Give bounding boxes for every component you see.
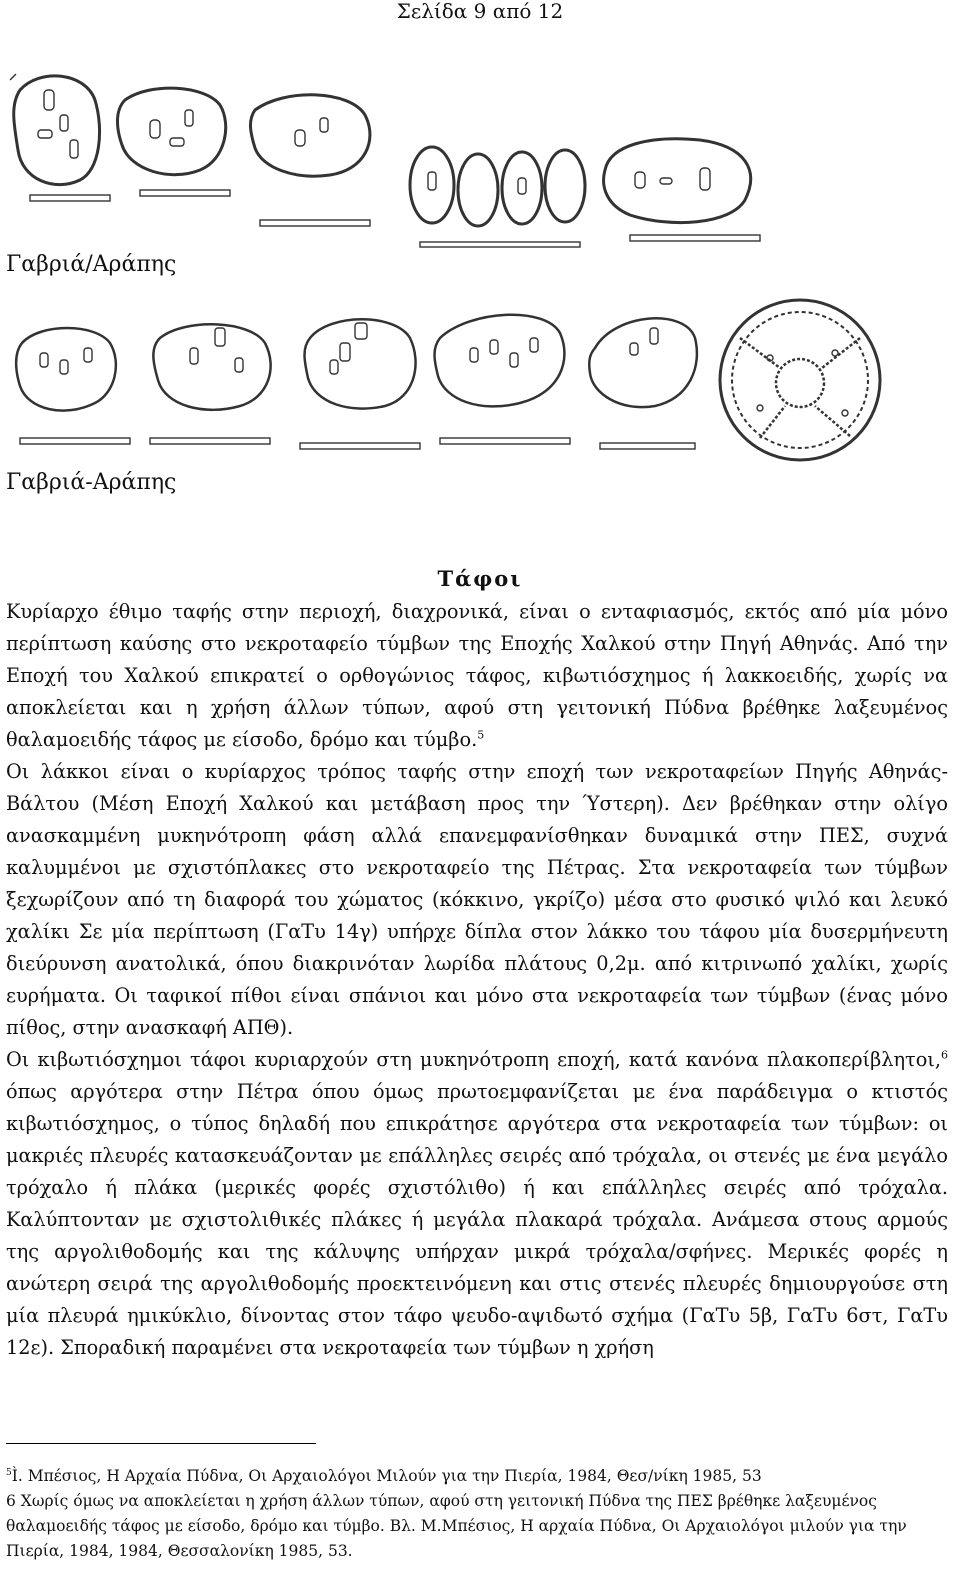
body-text	[6, 596, 948, 1364]
page-number-label: Σελίδα 9 από 12	[396, 0, 564, 23]
footnote-ref-6[interactable]: 6	[941, 1048, 948, 1062]
figure-caption-top: Γαβριά/Αράπης	[6, 252, 177, 277]
footnote-6: 6 Χωρίς όμως να αποκλείεται η χρήση άλλων τύπων, αφού στη γειτονική Πύδνα της ΠΕΣ βρέθηκε λαξευμένος θαλαμοειδής τάφος με είσοδο, δρόμο και τύμβο. Βλ. Μ.Μπέσιος, Η αρχαία Πύδνα, Οι Αρχαιολόγοι μιλούν για την Πιερία, 1984, 1984, Θεσσαλονίκη 1985, 53.	[6, 1492, 907, 1560]
footnote-5: $^5$Ì. Μπέσιος, Η Αρχαία Πύδνα, Οι Αρχαιολόγοι Μιλούν για την Πιερία, 1984, Θεσ/νίκη 1985, 53	[6, 1467, 762, 1485]
tomb-plan-5	[604, 139, 760, 241]
tomb-plan-11-stone-circle	[720, 300, 880, 460]
footnotes	[6, 1464, 951, 1564]
tomb-plan-7	[150, 324, 271, 444]
tomb-plan-4	[410, 147, 585, 247]
tomb-plans-top-figure	[0, 60, 960, 250]
paragraph-1: Κυρίαρχο έθιμο ταφής στην περιοχή, διαχρονικά, είναι ο ενταφιασμός, εκτός από μία μόνο περίπτωση καύσης στο νεκροταφείο τύμβων της Εποχής Χαλκού στην Πηγή Αθηνάς. Από την Εποχή του Χαλκού επικρατεί ο ορθογώνιος τάφος, κιβωτιόσχημος ή λακκοειδής, χωρίς να αποκλείεται και η χρήση άλλων τύπων, αφού στη γειτονική Πύδνα βρέθηκε λαξευμένος θαλαμοειδής τάφος με είσοδο, δρόμο και τύμβο.$^5$	[6, 600, 948, 751]
section-title: Τάφοι	[437, 566, 523, 591]
tomb-plan-10	[589, 318, 697, 449]
tomb-plan-2	[117, 88, 230, 196]
footnote-ref-5[interactable]: 5	[477, 728, 485, 742]
footnote-divider	[6, 1443, 316, 1444]
tomb-plan-9	[435, 315, 571, 444]
tomb-plan-3	[250, 95, 370, 226]
tomb-plan-1	[10, 74, 110, 201]
paragraph-2: Οι λάκκοι είναι ο κυρίαρχος τρόπος ταφής στην εποχή των νεκροταφείων Πηγής Αθηνάς-Βάλτου (Μέση Εποχή Χαλκού και μετάβαση προς την Ύστερη). Δεν βρέθηκαν στην ολίγο ανασκαμμένη μυκηνότροπη φάση αλλά επανεμφανίσθηκαν δυναμικά στην ΠΕΣ, συχνά καλυμμένοι με σχιστόπλακες στο νεκροταφείο της Πέτρας. Στα νεκροταφεία των τύμβων ξεχωρίζουν από τη διαφορά του χώματος (κόκκινο, γκρίζο) μέσα στο φυσικό ψιλό και λευκό χαλίκι Σε μία περίπτωση (ΓαΤυ 14γ) υπήρχε δίπλα στον λάκκο του τάφου μία δυσερμήνευτη διεύρυνση ανατολικά, όπου διακρινόταν λωρίδα πλάτους 0,2μ. από κιτρινωπό χαλίκι, χωρίς ευρήματα. Οι ταφικοί πίθοι είναι σπάνιοι και μόνο στα νεκροταφεία των τύμβων (ένας μόνο πίθος, στην ανασκαφή ΑΠΘ).	[6, 760, 948, 1039]
tomb-plans-bottom-figure	[0, 298, 960, 468]
tomb-plan-8	[300, 319, 420, 449]
tomb-plan-6	[16, 328, 130, 444]
figure-caption-bottom: Γαβριά-Αράπης	[6, 470, 177, 495]
page-header	[0, 0, 960, 22]
paragraph-3: Οι κιβωτιόσχημοι τάφοι κυριαρχούν στη μυκηνότροπη εποχή, κατά κανόνα πλακοπερίβλητοι,$^6$ όπως αργότερα στην Πέτρα όπου όμως πρωτοεμφανίζεται με ένα παράδειγμα ο κτιστός κιβωτιόσχημος, ο τύπος δηλαδή που επικράτησε αργότερα στα νεκροταφεία των τύμβων: οι μακριές πλευρές κατασκευάζονταν με επάλληλες σειρές από τρόχαλα, οι στενές με ένα μεγάλο τρόχαλο ή πλάκα (μερικές φορές σχιστόλιθο) ή και επάλληλες σειρές από τρόχαλα. Καλύπτονταν με σχιστολιθικές πλάκες ή μεγάλα πλακαρά τρόχαλα. Ανάμεσα στους αρμούς της αργολιθοδομής και της κάλυψης υπήρχαν μικρά τρόχαλα/σφήνες. Μερικές φορές η ανώτερη σειρά της αργολιθοδομής προεκτεινόμενη και στις στενές πλευρές δημιουργούσε στη μία πλευρά ημικύκλιο, δίνοντας στον τάφο ψευδο-αψιδωτό σχήμα (ΓαΤυ 5β, ΓαΤυ 6στ, ΓαΤυ 12ε). Σποραδική παραμένει στα νεκροταφεία των τύμβων η χρήση	[6, 1048, 948, 1359]
